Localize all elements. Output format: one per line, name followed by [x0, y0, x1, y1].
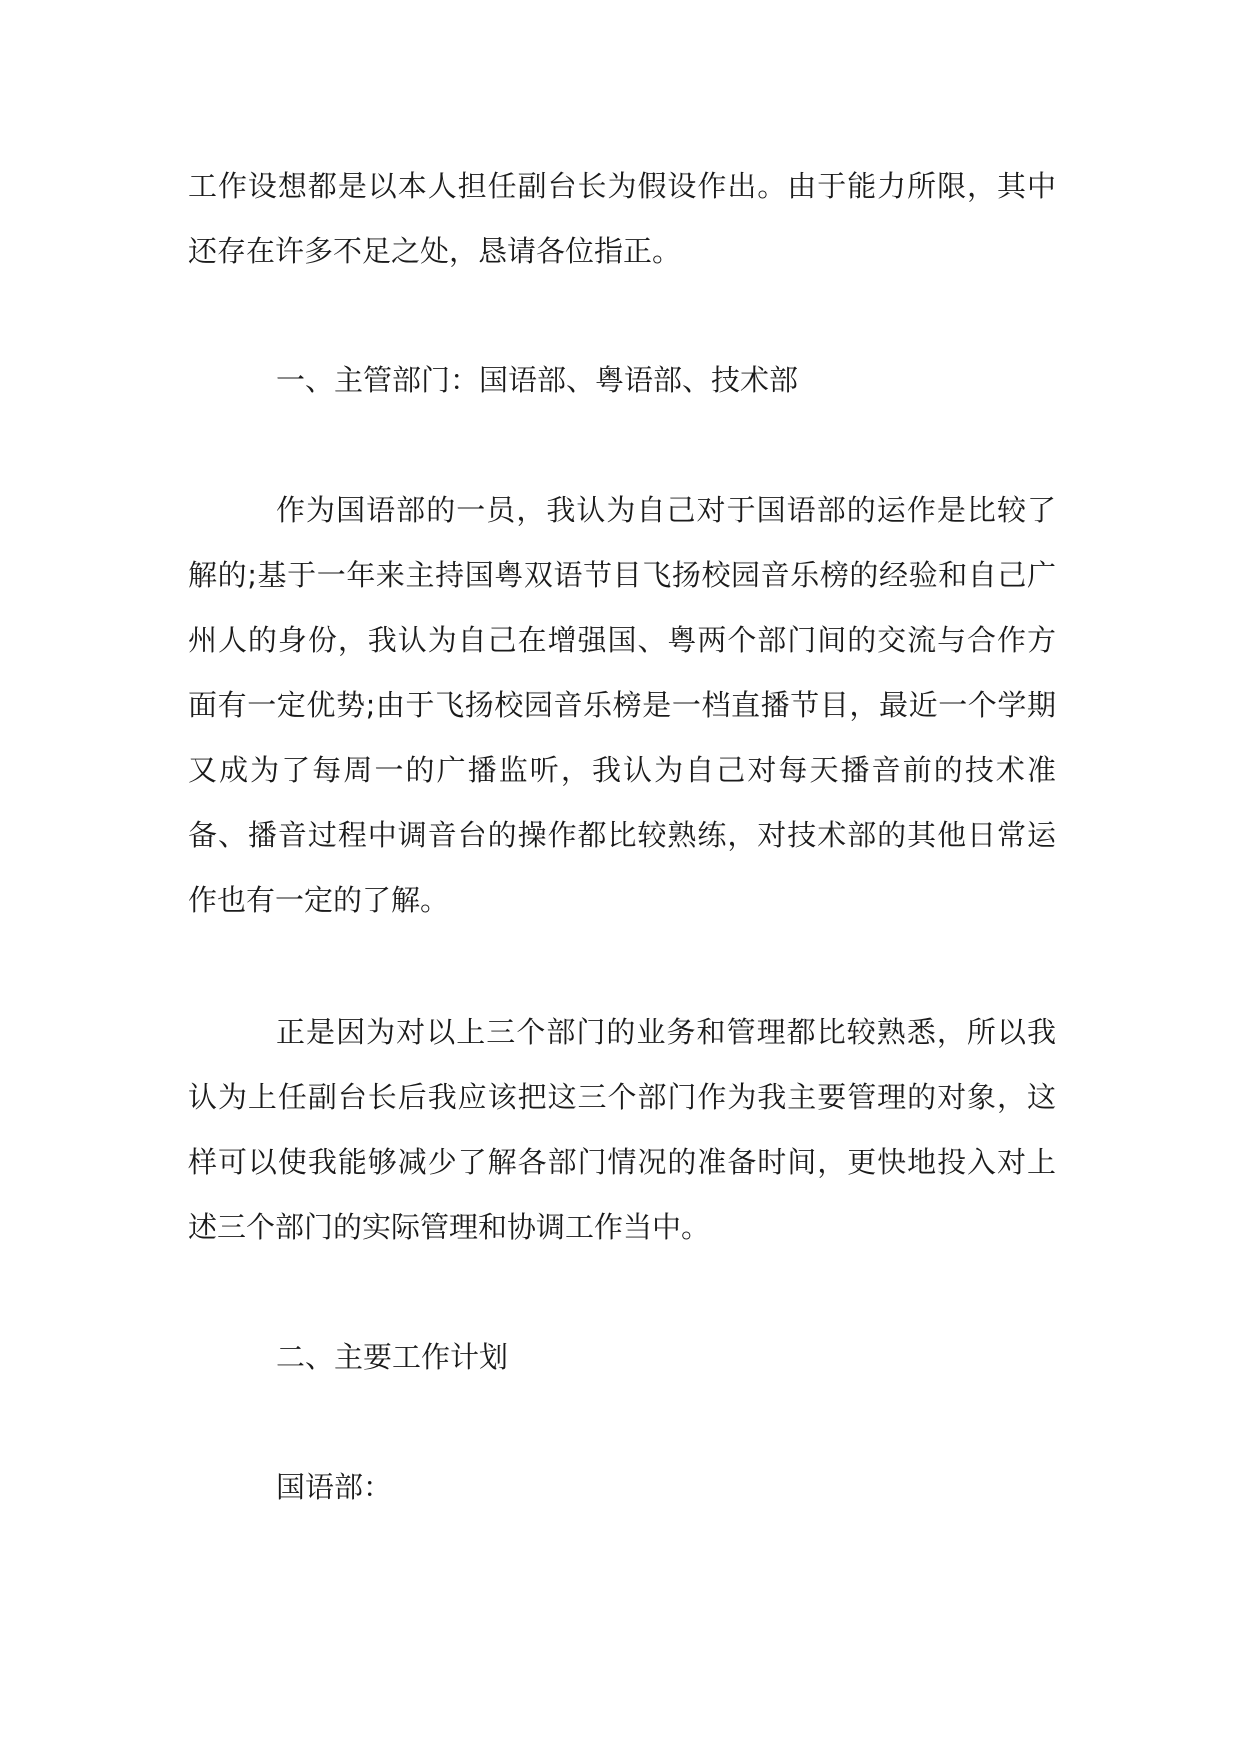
section-heading-departments: 一、主管部门：国语部、粤语部、技术部 — [276, 363, 799, 397]
body-paragraph-management: 正是因为对以上三个部门的业务和管理都比较熟悉，所以我认为上任副台长后我应该把这三个部门作为我主要管理的对象，这样可以使我能够减少了解各部门情况的准备时间，更快地投入对上述三个部门的实际管理和协调工作当中。 — [188, 1015, 1056, 1244]
subheading-mandarin-dept: 国语部： — [276, 1470, 393, 1504]
intro-paragraph: 工作设想都是以本人担任副台长为假设作出。由于能力所限，其中还存在许多不足之处，恳请各位指正。 — [188, 169, 1056, 268]
section-heading-work-plan: 二、主要工作计划 — [276, 1340, 509, 1374]
body-paragraph-experience: 作为国语部的一员，我认为自己对于国语部的运作是比较了解的;基于一年来主持国粤双语节目飞扬校园音乐榜的经验和自己广州人的身份，我认为自己在增强国、粤两个部门间的交流与合作方面有一定优势;由于飞扬校园音乐榜是一档直播节目，最近一个学期又成为了每周一的广播监听，我认为自己对每天播音前的技术准备、播音过程中调音台的操作都比较熟练，对技术部的其他日常运作也有一定的了解。 — [188, 493, 1056, 917]
